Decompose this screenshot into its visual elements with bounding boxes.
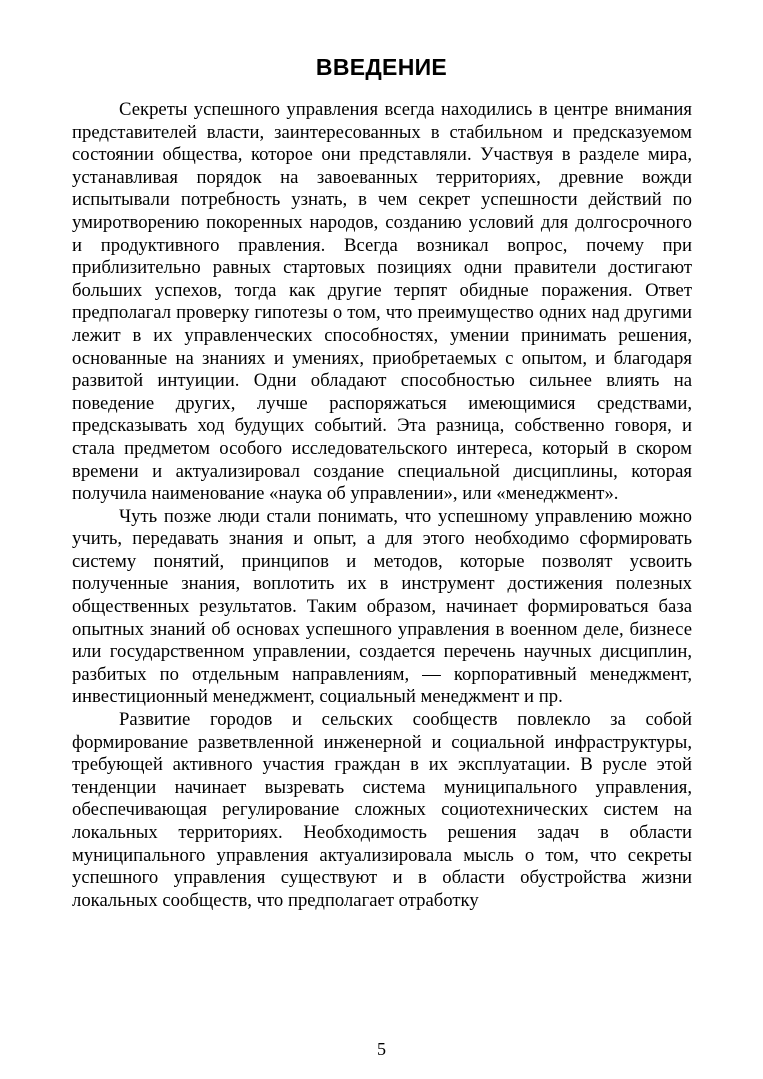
paragraph-2: Чуть позже люди стали понимать, что успешному управлению можно учить, передавать знания и опыт, а для этого необходимо сформировать систему понятий, принципов и методов, которые позволят усвоить полученные знания, воплотить их в инструмент достижения полезных общественных результатов. Таким образом, начинает формироваться база опытных знаний об основах успешного управления в военном деле, бизнесе или государственном управлении, создается перечень научных дисциплин, разбитых по отдельным направлениям, — корпоративный менеджмент, инвестиционный менеджмент, социальный менеджмент и пр. <box>72 505 692 708</box>
page-title: ВВЕДЕНИЕ <box>315 54 448 80</box>
paragraph-3: Развитие городов и сельских сообществ повлекло за собой формирование разветвленной инженерной и социальной инфраструктуры, требующей активного участия граждан в их эксплуатации. В русле этой тенденции начинает вызревать система муниципального управления, обеспечивающая регулирование сложных социотехнических систем на локальных территориях. Необходимость решения задач в области муниципального управления актуализировала мысль о том, что секреты успешного управления существуют и в области обустройства жизни локальных сообществ, что предполагает отработку <box>72 709 692 911</box>
paragraph-1: Секреты успешного управления всегда находились в центре внимания представителей власти, заинтересованных в стабильном и предсказуемом состоянии общества, которое они представляли. Участвуя в разделе мира, устанавливая порядок на завоеванных территориях, древние вожди испытывали потребность узнать, в чем секрет успешности действий по умиротворению покоренных народов, созданию условий для долгосрочного и продуктивного правления. Всегда возникал вопрос, почему при приблизительно равных стартовых позициях одни правители достигают больших успехов, тогда как другие терпят обидные поражения. Ответ предполагал проверку гипотезы о том, что преимущество одних над другими лежит в их управленческих способностях, умении принимать решения, основанные на знаниях и умениях, приобретаемых с опытом, и благодаря развитой интуиции. Одни обладают способностью сильнее влиять на поведение других, лучше распоряжаться имеющимися средствами, предсказывать ход будущих событий. Эта разница, собственно говоря, и стала предметом особого исследовательского интереса, который в скором времени и актуализировал создание специальной дисциплины, которая получила наименование «наука об управлении», или «менеджмент». <box>72 99 692 505</box>
page-number: 5 <box>377 1039 386 1059</box>
body-text <box>72 99 692 912</box>
